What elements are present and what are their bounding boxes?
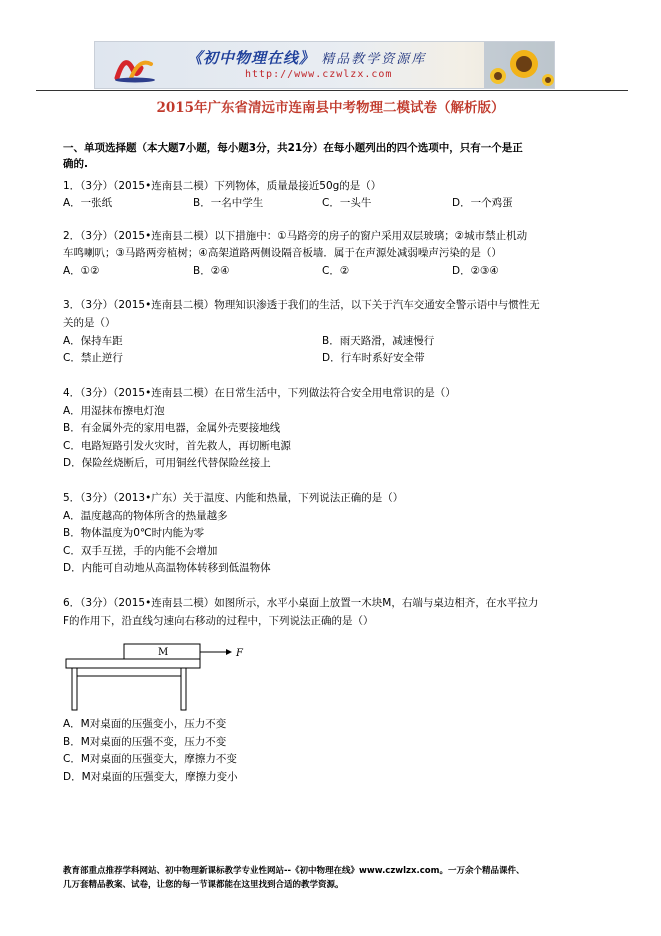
force-label: F [236, 648, 243, 659]
question-5-option-d[interactable]: D．内能可自动地从高温物体转移到低温物体 [63, 562, 271, 574]
header-banner [94, 41, 555, 89]
question-4-option-b[interactable]: B．有金属外壳的家用电器，金属外壳要接地线 [63, 422, 281, 434]
question-1-option-b[interactable]: B．一名中学生 [193, 197, 264, 209]
block-m-label: M [158, 647, 169, 658]
footer-line-1: 教育部重点推荐学科网站、初中物理新课标教学专业性网站--《初中物理在线》www.czwlzx.com。一万余个精品课件、 [63, 866, 525, 876]
question-2-stem-line-2: 车鸣喇叭；③马路两旁植树；④高架道路两侧设隔音板墙．属于在声源处减弱噪声污染的是（） [63, 247, 502, 259]
question-2-option-d[interactable]: D．②③④ [452, 265, 499, 277]
question-2-option-c[interactable]: C．② [322, 265, 350, 277]
question-6-option-a[interactable]: A．M对桌面的压强变小，压力不变 [63, 718, 227, 730]
question-4-option-a[interactable]: A．用湿抹布擦电灯泡 [63, 405, 165, 417]
question-1-option-c[interactable]: C．一头牛 [322, 197, 372, 209]
question-2-option-b[interactable]: B．②④ [193, 265, 230, 277]
header-rule [36, 90, 628, 91]
question-6-stem-line-2: F的作用下，沿直线匀速向右移动的过程中，下列说法正确的是（） [63, 615, 374, 627]
banner-url[interactable]: http://www.czwlzx.com [245, 69, 393, 80]
force-arrow-icon [226, 649, 232, 655]
table-leg-left [72, 668, 77, 710]
question-5-option-c[interactable]: C．双手互搓，手的内能不会增加 [63, 545, 218, 557]
question-3-option-d[interactable]: D．行车时系好安全带 [322, 352, 425, 364]
question-3-option-a[interactable]: A．保持车距 [63, 335, 123, 347]
page-title: 2015年广东省清远市连南县中考物理二模试卷（解析版） [156, 100, 505, 116]
banner-site-name: 《初中物理在线》 [187, 49, 316, 67]
question-3-stem-line-1: 3．（3分）（2015•连南县二模）物理知识渗透于我们的生活，以下关于汽车交通安全警示语中与惯性无 [63, 299, 540, 311]
sunflower-icon [484, 42, 554, 88]
banner-subtitle: 精品教学资源库 [321, 52, 427, 67]
question-2-option-a[interactable]: A．①② [63, 265, 100, 277]
question-6-option-b[interactable]: B．M对桌面的压强不变，压力不变 [63, 736, 227, 748]
question-1-option-d[interactable]: D．一个鸡蛋 [452, 197, 513, 209]
question-6-option-c[interactable]: C．M对桌面的压强变大，摩擦力不变 [63, 753, 237, 765]
question-5-option-b[interactable]: B．物体温度为0℃时内能为零 [63, 527, 205, 539]
table-leg-right [181, 668, 186, 710]
site-logo-icon [111, 48, 159, 84]
table-top [66, 659, 200, 668]
question-5-option-a[interactable]: A．温度越高的物体所含的热量越多 [63, 510, 228, 522]
question-6-stem-line-1: 6．（3分）（2015•连南县二模）如图所示，水平小桌面上放置一木块M，右端与桌边相齐，在水平拉力 [63, 597, 539, 609]
question-3-option-b[interactable]: B．雨天路滑，减速慢行 [322, 335, 435, 347]
question-1-option-a[interactable]: A．一张纸 [63, 197, 113, 209]
table-block-figure [64, 640, 254, 712]
question-1-stem: 1．（3分）（2015•连南县二模）下列物体，质量最接近50g的是（） [63, 180, 382, 192]
question-5-stem: 5．（3分）（2013•广东）关于温度、内能和热量，下列说法正确的是（） [63, 492, 404, 504]
question-4-stem: 4．（3分）（2015•连南县二模）在日常生活中，下列做法符合安全用电常识的是（） [63, 387, 456, 399]
question-4-option-c[interactable]: C．电路短路引发火灾时，首先救人，再切断电源 [63, 440, 291, 452]
question-2-stem-line-1: 2．（3分）（2015•连南县二模）以下措施中：①马路旁的房子的窗户采用双层玻璃；②城市禁止机动 [63, 230, 528, 242]
section-heading-line-2: 确的. [63, 158, 88, 170]
question-3-stem-line-2: 关的是（） [63, 317, 116, 329]
section-heading-line-1: 一、单项选择题（本大题7小题，每小题3分，共21分）在每小题列出的四个选项中，只有一个是正 [63, 142, 523, 154]
banner-title [187, 47, 426, 68]
question-4-option-d[interactable]: D．保险丝烧断后，可用铜丝代替保险丝接上 [63, 457, 271, 469]
question-3-option-c[interactable]: C．禁止逆行 [63, 352, 123, 364]
question-6-option-d[interactable]: D．M对桌面的压强变大，摩擦力变小 [63, 771, 238, 783]
footer-line-2: 几万套精品教案、试卷，让您的每一节课都能在这里找到合适的教学资源。 [63, 880, 344, 890]
